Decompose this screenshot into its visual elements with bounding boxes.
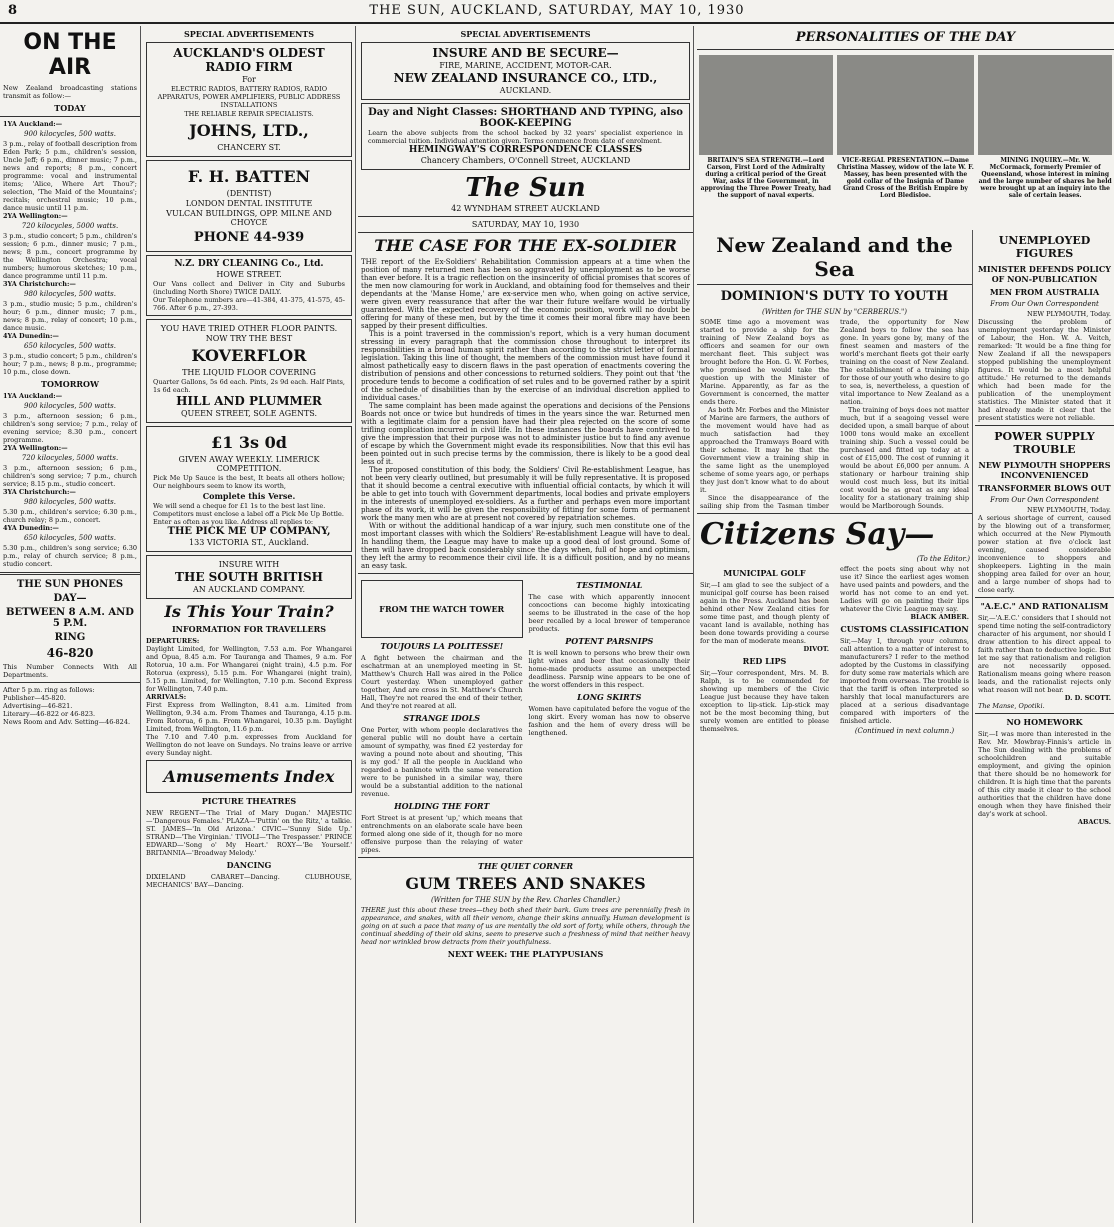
ad-address: 133 VICTORIA ST., Auckland. bbox=[189, 538, 309, 547]
station-1ya: 1YA Auckland:— bbox=[3, 392, 63, 400]
divider bbox=[358, 573, 693, 574]
ad-address: QUEEN STREET, SOLE AGENTS. bbox=[180, 409, 318, 418]
watch-tower-logo bbox=[361, 580, 523, 638]
station-programme: 3 p.m., studio concert; 5 p.m., children's hour; 7 p.m., news; 8 p.m., programme; 10 p.m., close down. bbox=[3, 352, 137, 376]
editorial-date: SATURDAY, MAY 10, 1930 bbox=[471, 220, 580, 229]
ad-line: THE RELIABLE REPAIR SPECIALISTS. bbox=[184, 110, 314, 118]
page-header bbox=[0, 0, 1114, 24]
station-2ya: 2YA Wellington:— bbox=[3, 212, 68, 220]
station-1ya: 1YA Auckland:— bbox=[3, 120, 63, 128]
phones-ring: RING bbox=[54, 632, 86, 643]
ad-body: Our Vans collect and Deliver in City and Suburbs (including North Shore) TWICE DAILY. bbox=[153, 280, 345, 296]
ad-line: LONDON DENTAL INSTITUTE bbox=[185, 199, 313, 208]
train-heading: Is This Your Train? bbox=[164, 602, 334, 621]
photo-carson bbox=[697, 53, 835, 223]
to-editor-label: (To the Editor.) bbox=[916, 555, 970, 563]
aec-heading: "A.E.C." AND RATIONALISM bbox=[980, 601, 1109, 611]
divider bbox=[697, 49, 1114, 50]
watch-tower-right bbox=[526, 577, 694, 854]
letter-heading: MUNICIPAL GOLF bbox=[723, 568, 806, 578]
ad-firm-name: HILL AND PLUMMER bbox=[176, 394, 322, 408]
ad-line: YOU HAVE TRIED OTHER FLOOR PAINTS. bbox=[160, 324, 338, 333]
gum-trees-heading: GUM TREES AND SNAKES bbox=[405, 874, 646, 893]
arrivals-list: First Express from Wellington, 8.41 a.m. Limited from Wellington, 9.34 a.m. From Thames and Tauranga, 4.15 p.m. From Rotorua, 6 p.m. From Whangarei, 10.35 p.m. Daylight Limited, from Wellington, 11.6 p.m. bbox=[146, 701, 352, 733]
ad-firm-name: JOHNS, LTD., bbox=[189, 121, 309, 140]
station-freq: 720 kilocycles, 5000 watts. bbox=[21, 454, 119, 462]
watch-tower-title: FROM THE WATCH TOWER bbox=[379, 604, 505, 614]
ad-title: AUCKLAND'S OLDEST RADIO FIRM bbox=[173, 46, 325, 74]
unemployed-subheading: MINISTER DEFENDS POLICY OF NON-PUBLICATION bbox=[978, 264, 1111, 284]
letter-body: Sir,—'A.E.C.' considers that I should not spend time noting the self-contradictory character of his argument, nor should I draw attention to his direct appeal to faith rather than to deductive logic. But let me say that rationalism and religion are not necessarily opposed. Rationalism means going where reason leads, and the rationalist rejects only what reason will not bear. bbox=[978, 614, 1111, 694]
ad-prize: £1 3s 0d bbox=[211, 433, 287, 452]
letter-signature: DIVOT. bbox=[803, 645, 829, 653]
theatres-heading: PICTURE THEATRES bbox=[201, 796, 297, 806]
train-note: The 7.10 and 7.40 p.m. expresses from Auckland for Wellington do not leave on Sundays. No trains leave or arrive every Sunday night. bbox=[146, 733, 352, 757]
station-freq: 650 kilocycles, 500 watts. bbox=[24, 534, 116, 542]
divider bbox=[697, 284, 972, 285]
ad-line: AN AUCKLAND COMPANY. bbox=[192, 585, 306, 594]
special-ads-label: SPECIAL ADVERTISEMENTS bbox=[460, 29, 591, 39]
editorial-paragraph: The proposed constitution of this body, the Soldiers' Civil Re-establishment League, has not been very clearly outlined, but presumably it will be fully representative. It is proposed that it should become a central executive with influential official contacts, by which it will be able to get into touch with Government departments, local bodies and private employers in the interests of unemployed ex-soldiers. As a further and perhaps even more important phase of its work, it will be given the responsibility of fitting for some form of permanent work the many men who are at present not covered by repatriation schemes. bbox=[361, 466, 690, 522]
wt-heading: TOUJOURS LA POLITESSE! bbox=[380, 641, 504, 651]
letter-signature: D. D. SCOTT. bbox=[1064, 694, 1111, 702]
homework-heading: NO HOMEWORK bbox=[1006, 717, 1083, 727]
wt-paragraph: A fight between the chairman and the eschatrman at an unemployed meeting in St. Matthew's Church Hall was aired in the Police Court yesterday. When unemployed gather together, And are cross in St. Matthew's Church Hall, They're not reared the end of their tether, And they're not reared at all. bbox=[361, 654, 523, 710]
phones-title: THE SUN PHONES bbox=[16, 579, 124, 590]
next-week-note: NEXT WEEK: THE PLATYPUSIANS bbox=[447, 949, 604, 959]
station-programme: 5.30 p.m., children's service; 6.30 p.m., church relay; 8 p.m., concert. bbox=[3, 508, 137, 524]
amusements-box bbox=[146, 760, 352, 793]
tomorrow-heading: TOMORROW bbox=[41, 379, 99, 389]
page-number: 8 bbox=[8, 3, 18, 18]
departures-heading: DEPARTURES: bbox=[146, 637, 200, 645]
station-freq: 720 kilocycles, 5000 watts. bbox=[21, 222, 119, 230]
station-programme: 5.30 p.m., children's song service; 6.30 p.m., relay of church service; 8 p.m., studio concert. bbox=[3, 544, 137, 568]
wt-paragraph: It is well known to persons who brew their own light wines and beer that occasionally their home-made products assume an unexpected deadliness. Parsnip wine appears to be one of the worst offenders in this respect. bbox=[528, 649, 690, 689]
gum-trees-body: THERE just this about these trees—they both shed their bark. Gum trees are perennially fresh in appearance, and snakes, with all their venom, change their skins annually. Human development is going on at such a pace that many of us are mentally the old sort of forty, while others, through the continual shedding of their old skins, seem to preserve such a freshness of mind that neither heavy head nor wrinkled brow detracts from their youthfulness. bbox=[361, 906, 690, 946]
ad-pick-me-up bbox=[146, 426, 352, 552]
ad-firm-name: KOVERFLOR bbox=[191, 346, 307, 365]
ad-line: NOW TRY THE BEST bbox=[205, 334, 293, 343]
photo-caption: BRITAIN'S SEA STRENGTH.—Lord Carson, First Lord of the Admiralty during a critical period of the Great War, asks if the Government, in approving the Three Power Treaty, had the support of naval experts. bbox=[700, 157, 831, 199]
power-subheading: TRANSFORMER BLOWS OUT bbox=[978, 483, 1111, 493]
station-freq: 980 kilocycles, 500 watts. bbox=[24, 290, 116, 298]
ad-nz-insurance bbox=[361, 42, 690, 100]
personalities-photos bbox=[697, 53, 1114, 223]
station-programme: 3 p.m., relay of football description from Eden Park; 5 p.m., children's session, Uncle Jeff; 6 p.m., dinner music; 7 p.m., news and reports; 8 p.m., concert programme: vocal and instrumental items; 'Alice, Where Art Thou?'; selection, 'The Maid of the Mountains'; recitals; orchestral music; 10 p.m., dance music until 11 p.m. bbox=[3, 140, 137, 212]
correspondent-label: From Our Own Correspondent bbox=[990, 300, 1099, 308]
wt-paragraph: The case with which apparently innocent concoctions can become highly intoxicating seems to be illustrated in the case of the hop beer recalled by a local brewer of temperance products. bbox=[528, 593, 690, 633]
divider bbox=[358, 232, 693, 233]
ad-dentist bbox=[146, 160, 352, 252]
the-sun-logo: The Sun bbox=[465, 173, 586, 203]
editorial-paragraph: The same complaint has been made against the operations and decisions of the Pensions Boards not once or twice but hundreds of times in the years since the war. Returned men with a legitimate claim for a pension have had their plea rejected on the score of some trifling complication incurred in civil life. In these instances the boards have contrived to give the impression that their purpose was not to administer justice but to find any avenue of escape by which the Government might evade its responsibilities. Now that this evil has been pointed out in such precise terms by the commission, there is likely to be a good deal less of it. bbox=[361, 402, 690, 466]
divider bbox=[975, 425, 1114, 426]
divider bbox=[975, 713, 1114, 714]
divider bbox=[358, 216, 693, 217]
ad-firm-name: THE PICK ME UP COMPANY, bbox=[167, 526, 331, 537]
ad-phone: Our Telephone numbers are—41-384, 41-375, 41-575, 45-766. After 6 p.m., 27-393. bbox=[153, 296, 345, 312]
article-paragraph: Since the disappearance of the sailing ship from the Tasman timber trade, the opportunity for New Zealand boys to follow the sea has gone. In years gone by, many of the finest seamen and masters of the world's merchant fleets got their early training on the coast of New Zealand. The establishment of a training ship for those of our youth who desire to go to sea, is, nevertheless, a question of vital importance to New Zealand as a nation. bbox=[700, 318, 969, 510]
letter-body: Sir,—I am glad to see the subject of a municipal golf course has been raised again in the Press. Auckland has been behind other New Zealand cities for some time past, and though plenty of vacant land is available, nothing has been done towards providing a course for the man of moderate means. bbox=[700, 581, 829, 645]
arrivals-heading: ARRIVALS: bbox=[146, 693, 187, 701]
ad-address: AUCKLAND. bbox=[499, 86, 552, 95]
nz-sea-body bbox=[697, 318, 972, 510]
wt-heading: STRANGE IDOLS bbox=[403, 713, 481, 723]
ad-firm-name: F. H. BATTEN bbox=[187, 167, 311, 186]
photo-caption: MINING INQUIRY.—Mr. W. McCormack, formerly Premier of Queensland, whose interest in mining and the large number of shares he held were brought up at an inquiry into the sale of certain leases. bbox=[978, 157, 1112, 199]
editorial-paragraph: This is a point traversed in the commission's report, which is a very human document stressing in every paragraph that the commission chose throughout to interpret its responsibilities in a broad human spirit rather than according to the strict letter of formal legislation. Taking this line of thought, the members of the commission must have found it almost pathetically easy to discern flaws in the past operation of enactments covering the distribution of pensions and other concessions to returned soldiers. They point out that 'the procedure tends to become a codification of set rules and to be governed rather by a spirit of the schedule of disabilities than by the exercise of an individual discretion applied to individual cases.' bbox=[361, 330, 690, 402]
phone-literary: Literary—46-822 or 46-823. bbox=[3, 710, 96, 718]
article-paragraph: SOME time ago a movement was started to provide a ship for the training of New Zealand boys as officers and seamen for our own merchant fleet. This subject was brought before the Hon. G. W. Forbes, who promised he would take the question up with the Minister of Marine. Apparently, as far as the Government is concerned, the matter ends there. bbox=[700, 318, 829, 406]
ad-firm-name: NEW ZEALAND INSURANCE CO., LTD., bbox=[393, 71, 658, 85]
dancing-heading: DANCING bbox=[226, 860, 272, 870]
ad-phone: PHONE 44-939 bbox=[193, 230, 305, 245]
article-paragraph: The training of boys does not matter much, but if a seagoing vessel were decided upon, a small barque of about 1000 tons would make an excellent training ship. Such a vessel could be purchased and fitted up today at a cost of £15,000. The cost of running it would be about £6,000 per annum. A stationary or harbour training ship would cost much less, but its initial cost would be as great as any ideal locality for a stationary training ship would be Marlborough Sounds. bbox=[840, 406, 969, 510]
ad-koverflor bbox=[146, 319, 352, 423]
ad-address: CHANCERY ST. bbox=[217, 143, 281, 152]
today-heading: TODAY bbox=[54, 103, 86, 113]
masthead: THE SUN, AUCKLAND, SATURDAY, MAY 10, 1930 bbox=[369, 3, 745, 18]
phones-hours: BETWEEN 8 A.M. AND 5 P.M. bbox=[6, 607, 134, 629]
wt-paragraph: One Porter, with whom people declaratives the general public will no doubt have a certain amount of sympathy, was fined £2 yesterday for waving a pound note about and shouting, 'This is my god.' If all the people in Auckland who regarded a banknote with the same veneration were to be punished in a similar way, there would be a substantial addition to the national revenue. bbox=[361, 726, 523, 798]
column-nz-sea bbox=[697, 230, 973, 1223]
letter-place: The Manse, Opotiki. bbox=[978, 702, 1045, 710]
editorial-paragraph: With or without the additional handicap of a war injury, such men constitute one of the most important classes with which the Soldiers' Re-establishment League will have to deal. In handling them, the League may have to make up a good deal of lost ground. Some of them will have dropped back considerably since the days when, full of hope and optimism, they left the army to recommence their civil life. It is a difficult position, and by no means an easy task. bbox=[361, 522, 690, 570]
unemployed-subheading: MEN FROM AUSTRALIA bbox=[989, 287, 1100, 297]
station-programme: 3 p.m., studio concert; 5 p.m., children's session; 6 p.m., dinner music; 7 p.m., news; 8 p.m., concert programme by the Wellington Orchestra; vocal numbers; humorous sketches; 10 p.m., dance programme until 11 p.m. bbox=[3, 232, 137, 280]
letter-signature: ABACUS. bbox=[1077, 818, 1111, 826]
amusements-heading: Amusements Index bbox=[163, 767, 335, 786]
ad-dry-cleaning bbox=[146, 255, 352, 316]
letter-body: Sir,—I was more than interested in the Rev. Mr. Mowbray-Finnis's article in The Sun dealing with the problems of schoolchildren and suitable employment, and giving the opinion that there should be no homework for children. It is high time that the parents of this city made it clear to the school authorities that the children have done enough when they have finished their day's work at school. bbox=[978, 730, 1111, 818]
station-3ya: 3YA Christchurch:— bbox=[3, 488, 76, 496]
station-freq: 980 kilocycles, 500 watts. bbox=[24, 498, 116, 506]
personalities-title: PERSONALITIES OF THE DAY bbox=[795, 30, 1016, 45]
wt-paragraph: Women have capitulated before the vogue of the long skirt. Every woman has now to observe fashion and the hem of every dress will be lengthened. bbox=[528, 705, 690, 737]
editorial-heading: THE CASE FOR THE EX-SOLDIER bbox=[374, 236, 677, 255]
ad-line: ELECTRIC RADIOS, BATTERY RADIOS, RADIO APPARATUS, POWER AMPLIFIERS, PUBLIC ADDRESS INSTALLATIONS bbox=[157, 85, 341, 109]
watch-tower-left bbox=[358, 577, 526, 854]
ad-body: Competitors must enclose a label off a Pick Me Up Bottle. bbox=[153, 510, 344, 518]
column-news bbox=[975, 230, 1114, 1223]
phone-publisher: Publisher—45-820. bbox=[3, 694, 66, 702]
station-freq: 900 kilocycles, 500 watts. bbox=[24, 130, 116, 138]
letter-heading: RED LIPS bbox=[742, 656, 787, 666]
dateline: NEW PLYMOUTH, Today. bbox=[1027, 506, 1111, 514]
photo-mccormack bbox=[976, 53, 1114, 223]
divider bbox=[975, 597, 1114, 598]
wt-heading: HOLDING THE FORT bbox=[394, 801, 490, 811]
ad-line: Complete this Verse. bbox=[202, 491, 296, 501]
column-editorial bbox=[358, 26, 694, 1223]
ad-line: For bbox=[242, 75, 256, 84]
photo-massey bbox=[835, 53, 977, 223]
divider bbox=[358, 857, 693, 858]
citizens-say-heading: Citizens Say— bbox=[700, 517, 935, 552]
photo-caption: VICE-REGAL PRESENTATION.—Dame Christina Massey, widow of the late W. F. Massey, has been presented with the gold collar of the Insignia of Dame Grand Cross of the British Empire by Lord Bledisloe. bbox=[837, 157, 974, 199]
news-body: Discussing the problem of unemployment yesterday the Minister of Labour, the Hon. W. A. Veitch, remarked: 'It would be a fine thing for New Zealand if all the newspapers stopped publishing the unemployment figures. It would be a most helpful attitude.' He returned to the demands which had been made for the publication of the unemployment statistics. The Minister stated that it had already made it clear that the present statistics were not reliable. bbox=[978, 318, 1111, 422]
ad-hemingways bbox=[361, 103, 690, 170]
ad-body: Enter as often as you like. Address all replies to: bbox=[153, 518, 314, 526]
train-subheading: INFORMATION FOR TRAVELLERS bbox=[171, 624, 327, 634]
quiet-corner-label: THE QUIET CORNER bbox=[478, 861, 573, 871]
station-programme: 3 p.m., studio music; 5 p.m., children's hour; 6 p.m., dinner music; 7 p.m., news; 8 p.m., relay of concert; 10 p.m., dance music. bbox=[3, 300, 137, 332]
nz-sea-heading: New Zealand and the Sea bbox=[716, 233, 953, 281]
ad-line: THE LIQUID FLOOR COVERING bbox=[182, 368, 316, 377]
ad-title: INSURE AND BE SECURE— bbox=[432, 46, 619, 60]
ad-line: GIVEN AWAY WEEKLY. LIMERICK COMPETITION. bbox=[178, 455, 320, 473]
ad-address: Chancery Chambers, O'Connell Street, AUCKLAND bbox=[420, 156, 631, 165]
letter-body: Sir,—Your correspondent, Mrs. M. B. Ralph, is to be commended for showing up members of the Civic League just because they have taken exception to lip-stick. Lip-stick may not be the most becoming thing, but surely women are entitled to please themselves. bbox=[700, 669, 829, 733]
gum-trees-byline: (Written for THE SUN by the Rev. Charles Chandler.) bbox=[430, 896, 621, 904]
logo-address: 42 WYNDHAM STREET AUCKLAND bbox=[451, 204, 600, 213]
on-the-air-title: ON THE AIR bbox=[23, 30, 117, 80]
letter-body: effect the poets sing about why not use it? Since the earliest ages women have used paints and powders, and the world has not come to an end yet. Ladies will go on painting their lips whatever the Civic League may say. bbox=[840, 565, 970, 613]
letters-body bbox=[697, 565, 972, 735]
wt-heading: TESTIMONIAL bbox=[576, 580, 643, 590]
wt-paragraph: Fort Street is at present 'up,' which means that entrenchments on an elaborate scale have been formed along one side of it, though for no more offensive purpose than the relaying of water pipes. bbox=[361, 814, 523, 854]
ad-firm-name: THE SOUTH BRITISH bbox=[175, 570, 323, 584]
station-programme: 3 p.m., afternoon session; 6 p.m., children's song service; 7 p.m., church service; 8.15 p.m., studio concert. bbox=[3, 464, 137, 488]
special-ads-label: SPECIAL ADVERTISEMENTS bbox=[184, 29, 314, 39]
letter-signature: BLACK AMBER. bbox=[910, 613, 969, 621]
letter-heading: CUSTOMS CLASSIFICATION bbox=[840, 624, 969, 634]
ad-address: HOWE STREET. bbox=[216, 270, 282, 279]
editorial-paragraph: THE report of the Ex-Soldiers' Rehabilitation Commission appears at a time when the position of many returned men has been so aggravated by unemployment as to be worse than ever before. It is a tragic reflection on the insincerity of official promises that scores of the men now clamouring for work in Auckland, and obtaining food for themselves and their dependants at the 'Manse Home,' are ex-service men who, when going on active service, were given every reassurance that after the war their future welfare would be virtually guaranteed. With the expected recovery of the economic position, work will no doubt be offering for many of these men, but by the time it comes their moral fibre may have been sapped by their present difficulties. bbox=[361, 258, 690, 330]
station-4ya: 4YA Dunedin:— bbox=[3, 524, 59, 532]
ad-johns-radio bbox=[146, 42, 352, 157]
continued-note: (Continued in next column.) bbox=[854, 727, 955, 735]
departures-list: Daylight Limited, for Wellington, 7.53 a.m. For Whangarei and Opua, 8.45 a.m. For Tauranga and Thames, 9 a.m. For Rotorua, 10 a.m. For Whangarei (night train), 4.5 p.m. For Rotorua (express), 5.15 p.m. For Whangarei (night train), 5.15 p.m. Limited, for Wellington, 7.10 p.m. Second Express for Wellington, 7.40 p.m. bbox=[146, 645, 352, 693]
station-programme: 3 p.m., afternoon session; 6 p.m., children's song service; 7 p.m., relay of evening service; 8.30 p.m., concert programme. bbox=[3, 412, 137, 444]
column-advertisements bbox=[143, 26, 356, 1223]
news-body: A serious shortage of current, caused by the blowing out of a transformer, which occurred at the New Plymouth power station at five o'clock last evening, caused considerable inconvenience to shoppers and shopkeepers. Lighting in the main shopping area failed for over an hour, and a large number of shops had to close early. bbox=[978, 514, 1111, 594]
portrait-image bbox=[978, 55, 1112, 155]
wt-heading: POTENT PARSNIPS bbox=[565, 636, 654, 646]
divider bbox=[0, 682, 140, 683]
station-4ya: 4YA Dunedin:— bbox=[3, 332, 59, 340]
unemployed-heading: UNEMPLOYED FIGURES bbox=[998, 234, 1091, 260]
dancing-list: DIXIELAND CABARET—Dancing. CLUBHOUSE, MECHANICS' BAY—Dancing. bbox=[146, 873, 352, 889]
ad-body: Learn the above subjects from the school backed by 32 years' specialist experience in commercial tuition. Individual attention given. Terms commence from date of enrolment. bbox=[368, 129, 683, 145]
radio-intro: New Zealand broadcasting stations transmit as follow:— bbox=[3, 84, 137, 100]
letter-body: Sir,—May I, through your columns, call attention to a matter of interest to manufacturers? I refer to the method adopted by the Customs in classifying for duty some raw materials which are imported from overseas. The trouble is that the tariff is often interpreted so harshly that local manufacturers are placed at a serious disadvantage compared with importers of the finished article. bbox=[840, 637, 969, 725]
portrait-image bbox=[837, 55, 975, 155]
article-byline: (Written for THE SUN by "CERBERUS.") bbox=[762, 308, 907, 316]
divider bbox=[0, 572, 140, 575]
dominion-duty-heading: DOMINION'S DUTY TO YOUTH bbox=[720, 289, 949, 304]
station-freq: 650 kilocycles, 500 watts. bbox=[24, 342, 116, 350]
ad-south-british bbox=[146, 555, 352, 599]
column-radio bbox=[0, 26, 141, 1223]
power-subheading: NEW PLYMOUTH SHOPPERS INCONVENIENCED bbox=[978, 460, 1111, 480]
ad-body: We will send a cheque for £1 1s to the best last line. bbox=[153, 502, 326, 510]
portrait-image bbox=[699, 55, 833, 155]
station-3ya: 3YA Christchurch:— bbox=[3, 280, 76, 288]
ad-firm-name: N.Z. DRY CLEANING Co., Ltd. bbox=[174, 259, 324, 269]
dateline: NEW PLYMOUTH, Today. bbox=[1027, 310, 1111, 318]
watch-tower-section bbox=[358, 577, 693, 854]
article-paragraph: As both Mr. Forbes and the Minister of Marine are farmers, the authors of the movement would have had as much satisfaction had they approached the Tramways Board with their scheme. It may be that the Government view a training ship in the same light as the unemployed scheme of some years ago, or perhaps they just don't know what to do about it. bbox=[700, 406, 829, 494]
ad-address: VULCAN BUILDINGS, OPP. MILNE AND CHOYCE bbox=[166, 209, 332, 227]
phones-note: This Number Connects With All Departments. bbox=[3, 663, 137, 679]
personalities-section bbox=[697, 26, 1114, 226]
ad-firm-name: HEMINGWAY'S CORRESPONDENCE CLASSES bbox=[408, 145, 643, 155]
after-hours-note: After 5 p.m. ring as follows: bbox=[3, 686, 95, 694]
phones-number: 46-820 bbox=[46, 646, 94, 660]
correspondent-label: From Our Own Correspondent bbox=[990, 496, 1099, 504]
divider bbox=[0, 116, 140, 117]
ad-body: Pick Me Up Sauce is the best, It beats all others hollow; Our neighbours seem to know its worth, bbox=[153, 474, 345, 490]
ad-line: FIRE, MARINE, ACCIDENT, MOTOR-CAR. bbox=[439, 61, 612, 70]
station-2ya: 2YA Wellington:— bbox=[3, 444, 68, 452]
ad-body: Quarter Gallons, 5s 6d each. Pints, 2s 9d each. Half Pints, 1s 6d each. bbox=[153, 378, 345, 394]
ad-line: INSURE WITH bbox=[218, 560, 280, 569]
divider bbox=[697, 513, 972, 514]
phone-advertising: Advertising—46-821. bbox=[3, 702, 73, 710]
phones-day: DAY— bbox=[53, 593, 87, 604]
phone-newsroom: News Room and Adv. Setting—46-824. bbox=[3, 718, 131, 726]
ad-title: Day and Night Classes: SHORTHAND AND TYPING, also BOOK-KEEPING bbox=[368, 107, 683, 129]
station-freq: 900 kilocycles, 500 watts. bbox=[24, 402, 116, 410]
ad-line: (DENTIST) bbox=[226, 189, 272, 198]
theatres-list: NEW REGENT—'The Trial of Mary Dugan.' MAJESTIC—'Dangerous Females.' PLAZA—'Puttin' on the Ritz,' a talkie. ST. JAMES—'In Old Arizona.' CIVIC—'Sunny Side Up.' STRAND—'The Virginian.' TIVOLI—'The Trespasser.' PRINCE EDWARD—'Song o' My Heart.' ROXY—'Be Yourself.' BRITANNIA—'Broadway Melody.' bbox=[146, 809, 352, 857]
power-supply-heading: POWER SUPPLY TROUBLE bbox=[994, 430, 1095, 456]
wt-heading: LONG SKIRTS bbox=[577, 692, 642, 702]
